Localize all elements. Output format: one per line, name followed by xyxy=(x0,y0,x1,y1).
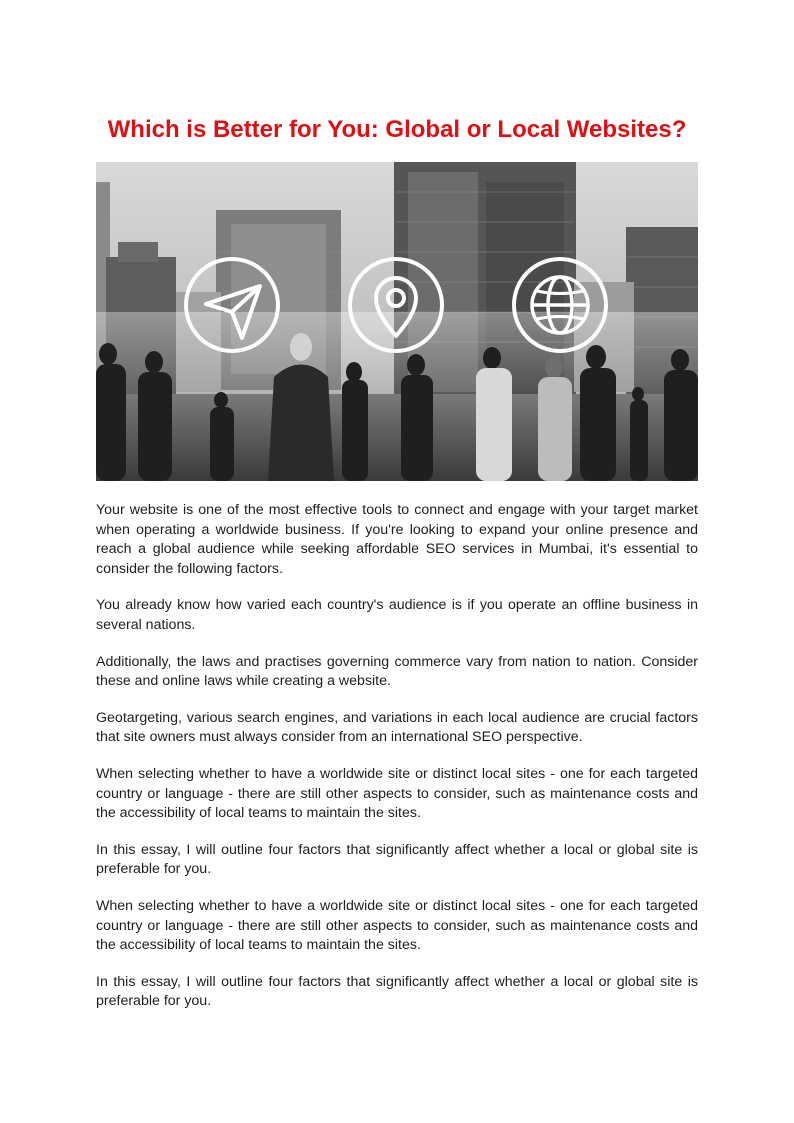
hero-illustration xyxy=(96,162,698,481)
paragraph: In this essay, I will outline four factors that significantly affect whether a local or global site is preferable for you. xyxy=(96,973,698,1010)
paragraph: When selecting whether to have a worldwide site or distinct local sites - one for each targeted country or language - there are still other aspects to consider, such as maintenance costs and the accessibility of local teams to maintain the sites. xyxy=(96,897,698,954)
paragraph: Geotargeting, various search engines, and variations in each local audience are crucial factors that site owners must always consider from an international SEO perspective. xyxy=(96,709,698,746)
paragraph: Your website is one of the most effective tools to connect and engage with your target market when operating a worldwide business. If you're looking to expand your online presence and reach a global audience while seeking affordable SEO services in Mumbai, it's essential to consider the following factors. xyxy=(96,502,698,577)
paragraph: Additionally, the laws and practises governing commerce vary from nation to nation. Consider these and online laws while creating a website. xyxy=(96,653,698,690)
paragraph: When selecting whether to have a worldwide site or distinct local sites - one for each targeted country or language - there are still other aspects to consider, such as maintenance costs and the accessibility of local teams to maintain the sites. xyxy=(96,765,698,822)
paragraph: In this essay, I will outline four factors that significantly affect whether a local or global site is preferable for you. xyxy=(96,841,698,878)
paragraph: You already know how varied each country's audience is if you operate an offline business in several nations. xyxy=(96,597,698,633)
hero-image xyxy=(96,162,698,481)
document-page xyxy=(96,0,698,1029)
article-body xyxy=(96,501,698,1012)
page-title: Which is Better for You: Global or Local Websites? xyxy=(107,116,687,143)
